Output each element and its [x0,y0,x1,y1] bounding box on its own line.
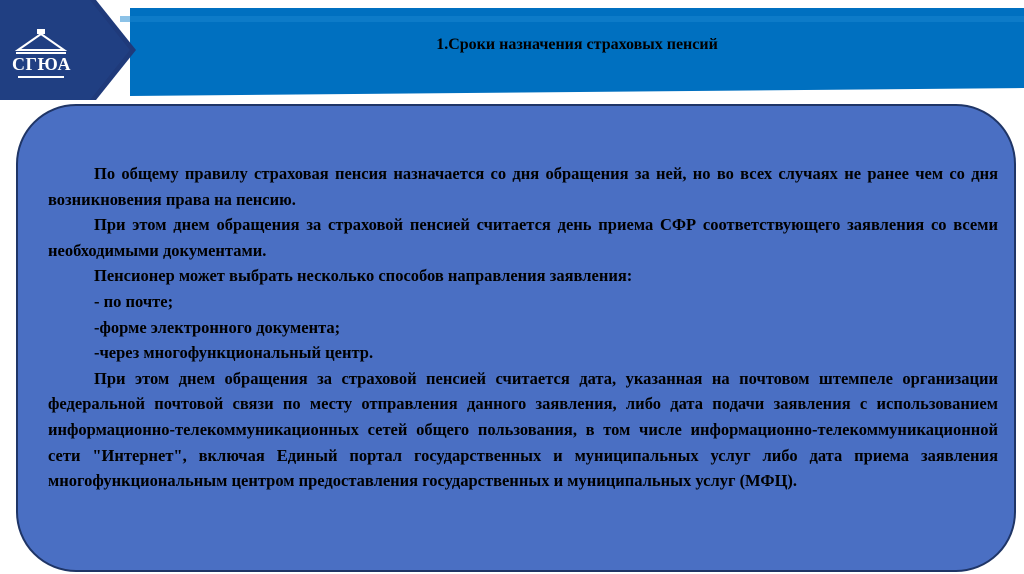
paragraph-postmark-date: При этом днем обращения за страховой пенсией считается дата, указанная на почтовом штемпеле организации федеральной почтовой связи по месту отправления данного заявления, либо дата подачи заявления с использованием информационно-телекоммуникационных сетей общего пользования, в том числе информационно-телекоммуникационной сети "Интернет", включая Единый портал государственных и муниципальных услуг либо дата приема заявления многофункциональным центром предоставления государственных и муниципальных услуг (МФЦ). [48,368,998,491]
list-item-mfc: -через многофункциональный центр. [94,343,374,363]
logo-text: СГЮА [12,54,72,74]
paragraph-general-rule: По общему правилу страховая пенсия назначается со дня обращения за ней, но во всех случаях не ранее чем со дня возникновения права на пенсию. [48,164,998,209]
content-panel [16,104,1016,572]
university-logo [12,28,70,84]
logo-underline [18,76,64,78]
list-item-by-mail: - по почте; [94,291,174,311]
list-item-electronic: -форме электронного документа; [94,317,341,337]
paragraph-submission-methods: Пенсионер может выбрать несколько способов направления заявления: [94,266,633,286]
page-title: 1.Сроки назначения страховых пенсий [436,36,718,53]
paragraph-application-day: При этом днем обращения за страховой пенсией считается день приема СФР соответствующего заявления со всеми необходимыми документами. [48,215,998,260]
content-text [48,161,998,494]
